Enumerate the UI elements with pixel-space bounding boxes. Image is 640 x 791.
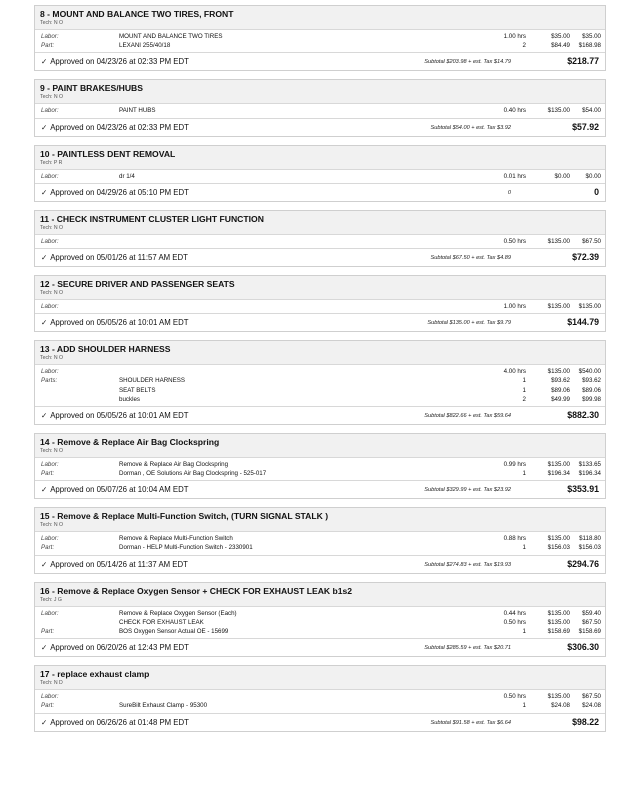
job-title: 11 - CHECK INSTRUMENT CLUSTER LIGHT FUNCTION [40,213,264,224]
line-rate: $93.62 [551,377,570,385]
approval-text: Approved on 04/23/26 at 02:33 PM EDT [50,122,189,132]
job-block [34,665,606,731]
line-quantity: 1 [522,377,526,385]
line-type: Part: [41,628,55,635]
job-lines [35,458,605,481]
job-title: 14 - Remove & Replace Air Bag Clockspring [40,436,220,447]
job-lines [35,30,605,53]
line-rate: $196.34 [547,470,570,478]
job-lines [35,300,605,314]
line-quantity: 1.00 hrs [503,33,526,40]
check-icon: ✓ [41,57,48,67]
line-rate: $135.00 [547,368,570,376]
approval-status [41,122,189,133]
job-total: 0 [594,186,599,197]
subtotal-text: Subtotal $822.66 + est. Tax $59.64 [424,412,511,419]
job-footer [35,53,605,70]
approval-status [41,717,189,728]
job-header [35,80,605,104]
approval-text: Approved on 05/07/26 at 10:04 AM EDT [50,485,189,495]
line-type: Labor: [41,368,59,376]
line-rate: $49.99 [551,395,570,403]
approval-status [41,56,189,67]
line-description: PAINT HUBS [119,107,156,115]
line-description: MOUNT AND BALANCE TWO TIRES [119,33,223,40]
job-total: $353.91 [567,484,599,495]
line-quantity: 1.00 hrs [503,302,526,310]
line-item [35,376,605,385]
line-rate: $135.00 [547,535,570,543]
subtotal-text: Subtotal $91.58 + est. Tax $6.64 [430,719,511,726]
job-block [34,582,606,658]
job-tech: Tech: P R [40,159,63,166]
line-total: $67.50 [582,618,601,626]
line-description: SEAT BELTS [119,386,156,394]
line-quantity: 4.00 hrs [503,368,526,376]
job-header [35,583,605,607]
line-type: Labor: [41,33,59,40]
job-title: 9 - PAINT BRAKES/HUBS [40,83,143,94]
line-type: Part: [41,42,55,50]
line-item [35,609,605,618]
line-total: $118.80 [579,535,601,543]
approval-status [41,187,189,198]
job-header [35,508,605,532]
job-lines [35,532,605,555]
line-total: $540.00 [578,368,601,376]
check-icon: ✓ [41,122,48,132]
line-type: Labor: [41,535,59,543]
line-item [35,386,605,395]
check-icon: ✓ [41,318,48,328]
job-title: 13 - ADD SHOULDER HARNESS [40,344,171,355]
job-total: $218.77 [567,56,599,67]
line-total: $54.00 [582,107,601,115]
line-type: Labor: [41,693,59,701]
job-footer [35,407,605,424]
line-description: Remove & Replace Multi-Function Switch [119,535,233,543]
line-total: $168.98 [578,42,601,50]
job-title: 10 - PAINTLESS DENT REMOVAL [40,148,176,159]
line-total: $67.50 [582,693,601,701]
job-block [34,79,606,136]
job-footer [35,556,605,573]
line-description: SureBilt Exhaust Clamp - 95300 [119,702,208,710]
check-icon: ✓ [41,717,48,727]
line-type: Labor: [41,172,59,180]
job-tech: Tech: J G [40,596,62,603]
line-rate: $135.00 [547,460,570,468]
line-rate: $135.00 [547,693,570,701]
line-description: Remove & Replace Air Bag Clockspring [119,460,229,468]
line-item [35,543,605,552]
job-lines [35,690,605,713]
job-lines [35,104,605,118]
job-block [34,145,606,202]
approval-text: Approved on 05/05/26 at 10:01 AM EDT [50,410,189,420]
job-lines [35,365,605,407]
line-rate: $135.00 [547,302,570,310]
line-item [35,618,605,627]
job-lines [35,607,605,640]
line-item [35,302,605,311]
job-tech: Tech: N O [40,355,64,362]
line-quantity: 0.01 hrs [503,172,526,180]
line-description: Dorman , OE Solutions Air Bag Clockspring - 525-017 [119,470,267,478]
subtotal-text: Subtotal $203.98 + est. Tax $14.79 [424,59,511,66]
line-item [35,237,605,246]
line-total: $156.03 [578,544,601,552]
job-total: $72.39 [572,251,599,262]
job-block [34,5,606,71]
line-quantity: 0.50 hrs [503,618,526,626]
line-description: LEXANI 255/40/18 [119,42,171,50]
line-quantity: 0.44 hrs [503,609,526,617]
job-block [34,507,606,573]
line-item [35,460,605,469]
job-total: $144.79 [567,317,599,328]
line-rate: $135.00 [547,107,570,115]
line-item [35,172,605,181]
job-total: $306.30 [567,642,599,653]
approval-status [41,317,188,328]
line-total: $35.00 [582,33,601,40]
job-lines [35,170,605,184]
line-item [35,627,605,636]
line-type: Labor: [41,237,59,245]
line-quantity: 2 [522,395,526,403]
check-icon: ✓ [41,410,48,420]
approval-status [41,252,188,263]
job-title: 15 - Remove & Replace Multi-Function Switch, (TURN SIGNAL STALK ) [40,511,329,522]
line-rate: $89.06 [551,386,570,394]
check-icon: ✓ [41,643,48,653]
check-icon: ✓ [41,252,48,262]
job-tech: Tech: N O [40,94,64,101]
line-description: Dorman - HELP Multi-Function Switch - 2330901 [119,544,253,552]
job-tech: Tech: N O [40,289,64,296]
line-quantity: 1 [522,544,526,552]
line-rate: $35.00 [551,33,570,40]
line-quantity: 1 [522,702,526,710]
line-rate: $156.03 [547,544,570,552]
subtotal-text: Subtotal $67.50 + est. Tax $4.89 [430,254,511,261]
job-block [34,210,606,267]
line-description: CHECK FOR EXHAUST LEAK [119,618,204,626]
estimate-sheet [34,5,606,740]
line-description: Remove & Replace Oxygen Sensor (Each) [119,609,237,617]
approval-status [41,642,189,653]
line-description: buckles [119,395,140,403]
line-item [35,534,605,543]
approval-text: Approved on 05/05/26 at 10:01 AM EDT [50,318,189,328]
check-icon: ✓ [41,485,48,495]
job-header [35,146,605,170]
subtotal-text: Subtotal $274.83 + est. Tax $19.93 [424,561,511,568]
line-item [35,32,605,41]
line-rate: $135.00 [547,237,570,245]
line-type: Parts: [41,377,58,385]
line-rate: $158.69 [547,628,570,635]
line-quantity: 0.40 hrs [503,107,526,115]
job-title: 12 - SECURE DRIVER AND PASSENGER SEATS [40,278,235,289]
line-total: $99.98 [582,395,601,403]
subtotal-text: Subtotal $285.59 + est. Tax $20.71 [424,645,511,652]
line-type: Labor: [41,609,59,617]
approval-text: Approved on 05/01/26 at 11:57 AM EDT [50,252,188,262]
line-type: Part: [41,470,55,478]
line-rate: $24.08 [551,702,570,710]
line-total: $24.08 [582,702,601,710]
job-block [34,340,606,425]
line-total: $89.06 [582,386,601,394]
job-tech: Tech: N D [40,680,63,687]
line-description: BOS Oxygen Sensor Actual OE - 15699 [119,628,229,635]
job-total: $98.22 [572,716,599,727]
line-total: $133.65 [578,460,601,468]
line-item [35,395,605,404]
approval-text: Approved on 04/29/26 at 05:10 PM EDT [50,187,189,197]
line-item [35,692,605,701]
line-type: Part: [41,544,55,552]
job-footer [35,639,605,656]
line-item [35,367,605,376]
job-tech: Tech: N O [40,224,64,231]
subtotal-text: 0 [507,189,511,196]
job-footer [35,714,605,731]
job-footer [35,119,605,136]
job-header [35,666,605,690]
line-total: $67.50 [582,237,601,245]
line-rate: $0.00 [554,172,570,180]
line-type: Labor: [41,460,59,468]
line-quantity: 0.50 hrs [503,693,526,701]
line-total: $59.40 [582,609,601,617]
approval-text: Approved on 06/20/26 at 12:43 PM EDT [50,643,189,653]
line-quantity: 1 [522,386,526,394]
line-quantity: 0.88 hrs [503,535,526,543]
job-footer [35,481,605,498]
job-header [35,341,605,365]
job-footer [35,184,605,201]
job-total: $57.92 [572,121,599,132]
job-lines [35,235,605,249]
job-block [34,433,606,499]
line-type: Part: [41,702,55,710]
line-rate: $135.00 [547,618,570,626]
approval-text: Approved on 05/14/26 at 11:37 AM EDT [50,559,188,569]
job-header [35,6,605,30]
check-icon: ✓ [41,187,48,197]
approval-text: Approved on 06/26/26 at 01:48 PM EDT [50,717,189,727]
approval-status [41,559,188,570]
line-rate: $135.00 [547,609,570,617]
job-footer [35,314,605,331]
line-quantity: 2 [522,42,526,50]
job-tech: Tech: N O [40,20,64,26]
job-tech: Tech: N O [40,522,64,529]
line-item [35,701,605,710]
line-total: $0.00 [585,172,601,180]
subtotal-text: Subtotal $135.00 + est. Tax $9.79 [427,320,511,327]
job-title: 16 - Remove & Replace Oxygen Sensor + CHECK FOR EXHAUST LEAK b1s2 [40,585,353,596]
job-header [35,211,605,235]
subtotal-text: Subtotal $54.00 + est. Tax $3.92 [430,124,511,131]
line-item [35,469,605,478]
line-quantity: 1 [522,628,526,635]
check-icon: ✓ [41,559,48,569]
line-item [35,41,605,50]
job-footer [35,249,605,266]
subtotal-text: Subtotal $329.99 + est. Tax $23.92 [424,487,511,494]
line-description: SHOULDER HARNESS [119,377,186,385]
approval-status [41,484,188,495]
line-quantity: 0.99 hrs [503,460,526,468]
line-quantity: 1 [522,470,526,478]
line-total: $135.00 [578,302,601,310]
line-type: Labor: [41,107,59,115]
approval-text: Approved on 04/23/26 at 02:33 PM EDT [50,57,189,67]
line-total: $196.34 [578,470,601,478]
line-total: $158.69 [578,628,601,635]
line-item [35,106,605,115]
job-total: $882.30 [567,409,599,420]
job-title: 17 - replace exhaust clamp [40,669,150,680]
line-total: $93.62 [582,377,601,385]
job-title: 8 - MOUNT AND BALANCE TWO TIRES, FRONT [40,9,234,19]
line-description: dr 1/4 [119,172,135,180]
job-header [35,276,605,300]
job-tech: Tech: N O [40,447,64,454]
approval-status [41,410,188,421]
job-header [35,434,605,458]
line-quantity: 0.50 hrs [503,237,526,245]
line-type: Labor: [41,302,59,310]
job-total: $294.76 [567,558,599,569]
line-rate: $84.49 [551,42,570,50]
job-block [34,275,606,332]
